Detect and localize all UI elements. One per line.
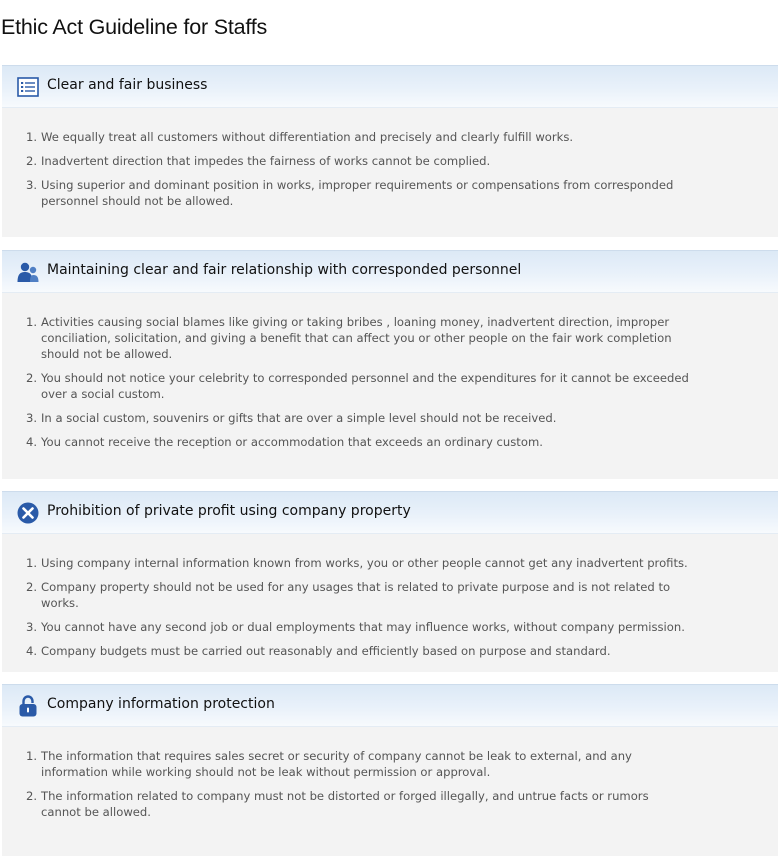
lock-icon	[17, 695, 39, 717]
list-item: 1. We equally treat all customers without differentiation and precisely and clearly fulfill works.	[26, 130, 574, 144]
list-item: 2. Company property should not be used for any usages that is related to private purpose and is not related to works.	[26, 580, 671, 610]
section-header	[2, 491, 778, 534]
section-clear-fair-business	[2, 65, 778, 237]
list-item: 3. You cannot have any second job or dual employments that may influence works, without company permission.	[26, 620, 685, 634]
prohibition-icon	[17, 502, 39, 524]
list-item: 3. In a social custom, souvenirs or gifts that are over a simple level should not be received.	[26, 411, 557, 425]
section-header	[2, 250, 778, 293]
list-item: 4. You cannot receive the reception or accommodation that exceeds an ordinary custom.	[26, 435, 543, 449]
section-body	[2, 534, 778, 672]
section-title: Prohibition of private profit using company property	[47, 503, 411, 519]
section-header	[2, 684, 778, 727]
section-body	[2, 293, 778, 479]
guideline-list	[2, 129, 778, 209]
section-title: Maintaining clear and fair relationship with corresponded personnel	[47, 262, 522, 278]
list-item: 4. Company budgets must be carried out reasonably and efficiently based on purpose and standard.	[26, 644, 611, 658]
list-icon	[17, 76, 39, 98]
list-item: 2. Inadvertent direction that impedes the fairness of works cannot be complied.	[26, 154, 491, 168]
section-header	[2, 65, 778, 108]
guideline-list	[2, 314, 778, 450]
section-body	[2, 108, 778, 237]
page-title: Ethic Act Guideline for Staffs	[1, 15, 268, 39]
section-title: Company information protection	[47, 696, 275, 712]
section-relationship	[2, 250, 778, 479]
section-information-protection	[2, 684, 778, 856]
guideline-list	[2, 748, 778, 820]
section-private-profit	[2, 491, 778, 672]
section-title: Clear and fair business	[47, 77, 208, 93]
list-item: 1. The information that requires sales secret or security of company cannot be leak to external, and any information while working should not be leak without permission or approval.	[26, 749, 632, 779]
guideline-list	[2, 555, 778, 659]
list-item: 1. Activities causing social blames like giving or taking bribes , loaning money, inadvertent direction, improper conciliation, solicitation, and giving a benefit that can affect you or other people on the fair work completion should not be allowed.	[26, 315, 672, 361]
list-item: 2. You should not notice your celebrity to corresponded personnel and the expenditures for it cannot be exceeded over a social custom.	[26, 371, 689, 401]
list-item: 2. The information related to company must not be distorted or forged illegally, and untrue facts or rumors cannot be allowed.	[26, 789, 649, 819]
list-item: 3. Using superior and dominant position in works, improper requirements or compensations from corresponded personnel should not be allowed.	[26, 178, 674, 208]
list-item: 1. Using company internal information known from works, you or other people cannot get any inadvertent profits.	[26, 556, 688, 570]
people-icon	[17, 261, 39, 283]
section-body	[2, 727, 778, 856]
